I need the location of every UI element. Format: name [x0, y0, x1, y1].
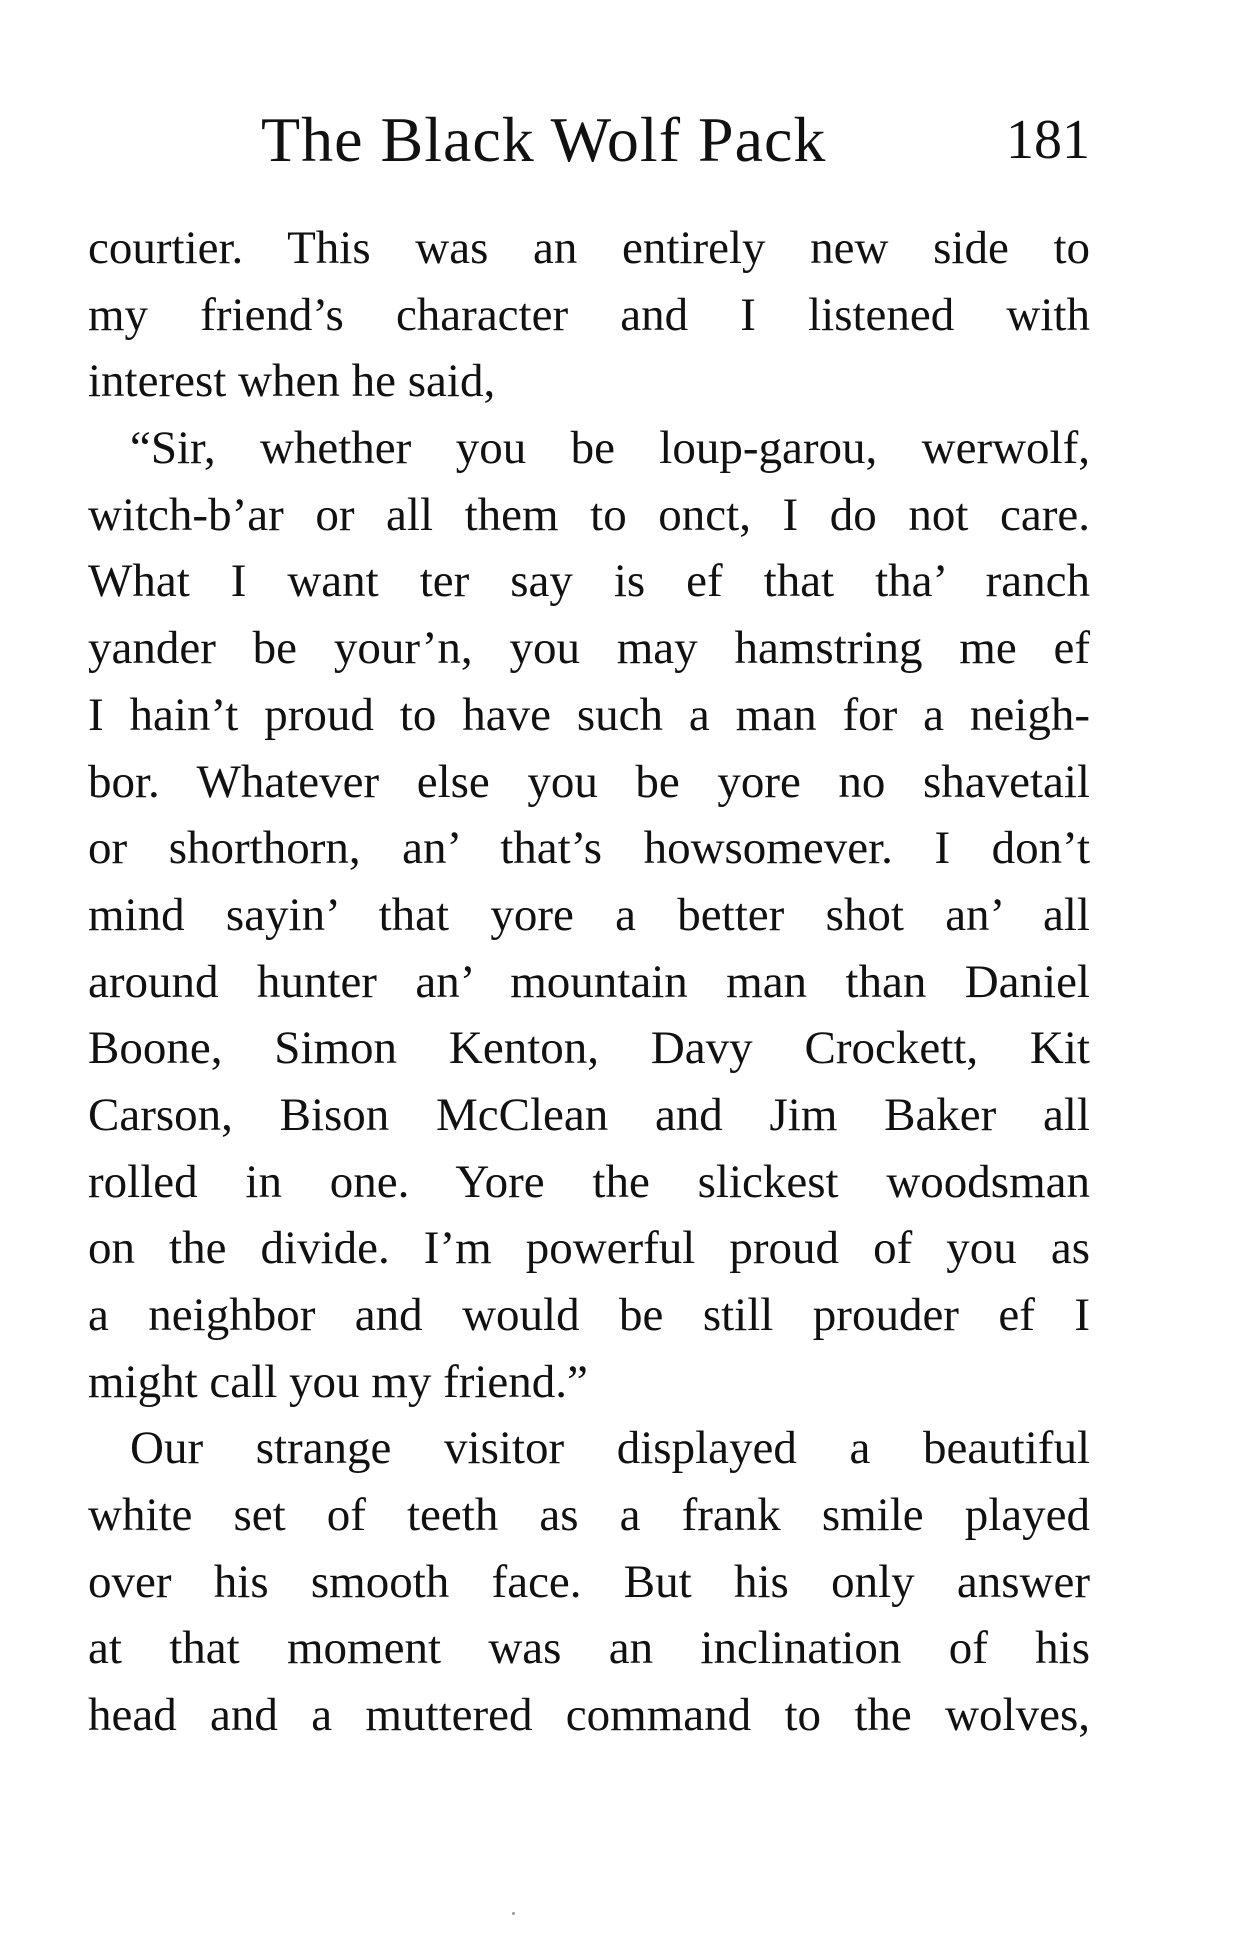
text-line: my friend’s character and I listened with: [88, 288, 1090, 341]
text-line: interest when he said,: [88, 355, 496, 408]
paper-speck: [512, 1912, 515, 1915]
text-line: bor. Whatever else you be yore no shavetail: [88, 755, 1090, 808]
text-line: courtier. This was an entirely new side to: [88, 222, 1090, 274]
running-head: [85, 100, 1090, 180]
text-line: at that moment was an inclination of his: [88, 1622, 1090, 1675]
text-line: head and a muttered command to the wolves,: [88, 1689, 1090, 1742]
body-text: [88, 215, 1090, 1749]
text-line: on the divide. I’m powerful proud of you as: [88, 1222, 1090, 1275]
text-line: Carson, Bison McClean and Jim Baker all: [88, 1088, 1090, 1141]
text-line: might call you my friend.”: [88, 1355, 588, 1408]
text-line: around hunter an’ mountain man than Daniel: [88, 955, 1090, 1008]
text-line: I hain’t proud to have such a man for a neigh-: [88, 688, 1090, 741]
text-line: Our strange visitor displayed a beautiful: [130, 1422, 1090, 1475]
text-line: white set of teeth as a frank smile played: [88, 1489, 1090, 1542]
text-line: yander be your’n, you may hamstring me ef: [88, 622, 1090, 675]
text-line: or shorthorn, an’ that’s howsomever. I don’t: [88, 822, 1090, 875]
running-title: The Black Wolf Pack: [261, 104, 827, 175]
text-line: What I want ter say is ef that tha’ ranch: [88, 555, 1090, 608]
text-line: rolled in one. Yore the slickest woodsman: [88, 1155, 1090, 1208]
text-line: over his smooth face. But his only answer: [88, 1555, 1090, 1608]
page-number: 181: [1006, 109, 1090, 171]
text-line: Boone, Simon Kenton, Davy Crockett, Kit: [88, 1022, 1090, 1075]
text-line: “Sir, whether you be loup-garou, werwolf,: [130, 422, 1090, 475]
text-line: mind sayin’ that yore a better shot an’ all: [88, 888, 1090, 941]
text-line: witch-b’ar or all them to onct, I do not care.: [88, 488, 1090, 541]
text-line: a neighbor and would be still prouder ef I: [88, 1289, 1090, 1341]
